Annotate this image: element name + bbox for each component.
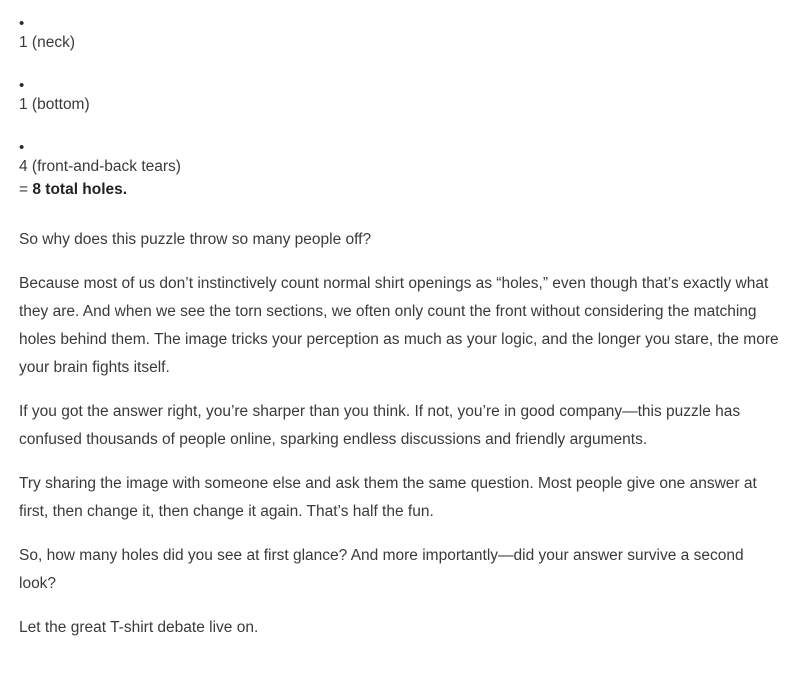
paragraph-gap (19, 598, 780, 614)
paragraph-gap (19, 454, 780, 470)
list-gap (19, 54, 780, 78)
total-prefix: = (19, 181, 33, 198)
bullet-icon: • (19, 139, 25, 156)
total-holes-line (19, 178, 780, 202)
paragraph-share: Try sharing the image with someone else and ask them the same question. Most people give one answer at first, then change it, then change it again. That’s half the fun. (19, 475, 757, 520)
paragraph-gap (19, 382, 780, 398)
holes-count-list (19, 16, 780, 178)
total-value: 8 total holes. (32, 181, 128, 198)
list-item (19, 16, 780, 54)
list-item-label: 1 (neck) (19, 34, 75, 51)
paragraph-encouragement: If you got the answer right, you’re sharper than you think. If not, you’re in good company—this puzzle has confused thousands of people online, sparking endless discussions and friendly arguments. (19, 403, 741, 448)
paragraph-gap (19, 254, 780, 270)
list-item (19, 140, 780, 178)
paragraph-signoff: Let the great T-shirt debate live on. (19, 619, 259, 636)
paragraph-explanation: Because most of us don’t instinctively count normal shirt openings as “holes,” even though that’s exactly what they are. And when we see the torn sections, we often only count the front without considering the matching holes behind them. The image tricks your perception as much as your logic, and the longer you stare, the more your brain fights itself. (19, 275, 779, 376)
paragraph-gap (19, 526, 780, 542)
paragraph-question: So why does this puzzle throw so many people off? (19, 231, 372, 248)
top-spacer (19, 0, 780, 16)
bullet-icon: • (19, 77, 25, 94)
paragraph-closing-question: So, how many holes did you see at first glance? And more importantly—did your answer survive a second look? (19, 547, 744, 592)
bullet-icon: • (19, 15, 25, 32)
paragraph-gap (19, 202, 780, 226)
list-item-label: 4 (front-and-back tears) (19, 158, 181, 175)
list-item (19, 78, 780, 116)
list-item-label: 1 (bottom) (19, 96, 90, 113)
list-gap (19, 116, 780, 140)
